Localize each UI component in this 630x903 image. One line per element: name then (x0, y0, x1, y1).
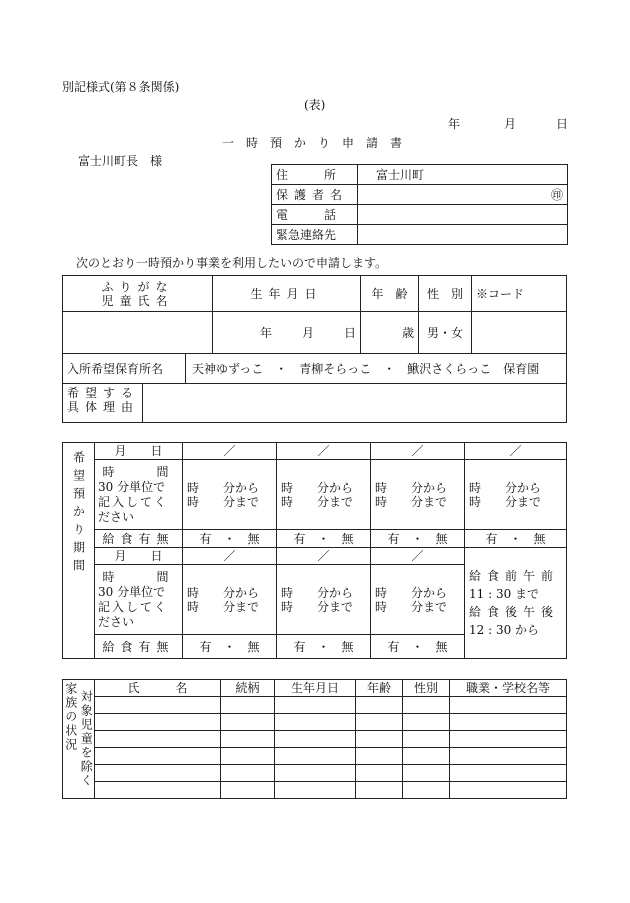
meal-options: 有 ・ 無 (199, 639, 260, 654)
reason-row (63, 384, 567, 423)
family-row (63, 714, 567, 731)
date-field-2a[interactable] (183, 548, 277, 565)
period-vertical-label: 希望預かり期間 (71, 450, 86, 577)
family-name-cell[interactable] (95, 765, 221, 782)
meal-field-2a[interactable] (183, 635, 277, 659)
date-sep: ／ (223, 444, 236, 458)
furigana-label: ふりがな (101, 279, 174, 294)
time-field-2b[interactable] (277, 565, 371, 635)
family-row (63, 748, 567, 765)
family-sex-cell[interactable] (403, 714, 450, 731)
sex-options: 男・女 (427, 325, 464, 340)
col-relation-header: 続柄 (221, 680, 275, 697)
emergency-field[interactable] (358, 225, 568, 245)
date-field-1b[interactable] (277, 443, 371, 460)
age-field[interactable] (361, 312, 419, 354)
family-vertical-cell (63, 680, 95, 799)
dob-year-label: 年 (259, 325, 272, 340)
time-to: 時 分まで (375, 599, 448, 614)
child-table (62, 275, 567, 423)
time-to: 時 分まで (375, 494, 448, 509)
date-field-2b[interactable] (277, 548, 371, 565)
family-sex-cell[interactable] (403, 782, 450, 799)
meal-options: 有 ・ 無 (293, 531, 354, 546)
address-value: 富士川町 (376, 167, 425, 182)
note-line4: 12 : 30 から (469, 623, 540, 637)
family-relation-cell[interactable] (221, 782, 275, 799)
family-name-cell[interactable] (95, 714, 221, 731)
date-field-1c[interactable] (371, 443, 465, 460)
meal-field-1b[interactable] (277, 530, 371, 548)
family-dob-cell[interactable] (275, 731, 356, 748)
family-table (62, 679, 567, 799)
family-dob-cell[interactable] (275, 782, 356, 799)
code-field[interactable] (472, 312, 567, 354)
family-name-cell[interactable] (95, 748, 221, 765)
time-from: 時 分から (469, 480, 542, 495)
time-field-1a[interactable] (183, 460, 277, 530)
time-label-line2: 30 分単位で (98, 584, 166, 599)
family-age-cell[interactable] (356, 782, 403, 799)
family-name-cell[interactable] (95, 697, 221, 714)
time-label-line3: 記入してく (98, 599, 169, 614)
period-vertical-cell (63, 443, 95, 659)
family-relation-cell[interactable] (221, 697, 275, 714)
date-field-1d[interactable] (465, 443, 567, 460)
date-sep: ／ (411, 549, 424, 563)
time-field-1b[interactable] (277, 460, 371, 530)
family-job-cell[interactable] (450, 765, 567, 782)
facility-label: 入所希望保育所名 (63, 354, 186, 384)
family-sex-cell[interactable] (403, 765, 450, 782)
time-field-2a[interactable] (183, 565, 277, 635)
time-label-2 (95, 565, 183, 635)
family-relation-cell[interactable] (221, 748, 275, 765)
dob-day-label: 日 (344, 325, 357, 340)
address-field[interactable] (358, 165, 568, 185)
date-field-1a[interactable] (183, 443, 277, 460)
reason-label-line1: 希望する (67, 386, 140, 400)
family-age-cell[interactable] (356, 714, 403, 731)
time-to: 時 分まで (469, 494, 542, 509)
family-dob-cell[interactable] (275, 765, 356, 782)
meal-field-2c[interactable] (371, 635, 465, 659)
facility-options: 天神ゆずっこ ・ 青柳そらっこ ・ 鰍沢さくらっこ 保育園 (192, 361, 540, 376)
time-label-1 (95, 460, 183, 530)
date-label-1: 月 日 (95, 443, 183, 460)
time-from: 時 分から (281, 585, 354, 600)
family-row (63, 782, 567, 799)
col-job-header: 職業・学校名等 (450, 680, 567, 697)
address-label: 住 所 (272, 165, 358, 185)
family-sex-cell[interactable] (403, 697, 450, 714)
meal-time-note (465, 548, 567, 659)
family-row (63, 765, 567, 782)
form-side-label: (表) (304, 98, 326, 112)
age-unit-label: 歳 (402, 325, 415, 340)
date-year-label: 年 (448, 117, 461, 131)
col-age-header: 年齢 (356, 680, 403, 697)
age-label: 年 齢 (361, 276, 419, 312)
time-label-line4: ださい (98, 509, 135, 524)
family-dob-cell[interactable] (275, 697, 356, 714)
family-job-cell[interactable] (450, 697, 567, 714)
family-label-a: 対象児童を除く (79, 690, 94, 788)
code-label: ※コード (472, 276, 567, 312)
col-sex-header: 性別 (403, 680, 450, 697)
family-relation-cell[interactable] (221, 765, 275, 782)
family-job-cell[interactable] (450, 782, 567, 799)
family-relation-cell[interactable] (221, 714, 275, 731)
family-dob-cell[interactable] (275, 714, 356, 731)
family-job-cell[interactable] (450, 731, 567, 748)
date-day-label: 日 (556, 117, 569, 131)
date-sep: ／ (317, 549, 330, 563)
guardian-label: 保護者名 (272, 185, 358, 205)
meal-field-1c[interactable] (371, 530, 465, 548)
meal-options: 有 ・ 無 (485, 531, 546, 546)
period-table (62, 442, 567, 659)
note-line1: 給食前午前 (469, 569, 560, 583)
date-month-label: 月 (504, 117, 517, 131)
page-title: 一 時 預 か り 申 請 書 (222, 136, 403, 150)
date-sep: ／ (411, 444, 424, 458)
time-label-line1: 時 間 (102, 464, 175, 479)
sex-field[interactable] (419, 312, 472, 354)
sex-label: 性 別 (419, 276, 472, 312)
family-job-cell[interactable] (450, 748, 567, 765)
child-name-field[interactable] (63, 312, 213, 354)
family-row (63, 731, 567, 748)
family-age-cell[interactable] (356, 765, 403, 782)
time-from: 時 分から (375, 480, 448, 495)
reason-label (63, 384, 143, 422)
child-name-label: 児童氏名 (101, 293, 174, 308)
time-field-1d[interactable] (465, 460, 567, 530)
applicant-table (271, 164, 568, 245)
note-line2: 11 : 30 まで (469, 587, 540, 601)
time-to: 時 分まで (281, 494, 354, 509)
time-from: 時 分から (281, 480, 354, 495)
date-sep: ／ (223, 549, 236, 563)
col-name-header: 氏 名 (95, 680, 221, 697)
reason-label-line2: 具体理由 (67, 400, 140, 414)
meal-label-1: 給食有無 (95, 530, 183, 548)
time-to: 時 分まで (281, 599, 354, 614)
time-label-line4: ださい (98, 614, 135, 629)
form-label: 別記様式(第８条関係) (62, 80, 180, 94)
family-job-cell[interactable] (450, 714, 567, 731)
family-row (63, 697, 567, 714)
family-age-cell[interactable] (356, 731, 403, 748)
intro-text: 次のとおり一時預かり事業を利用したいので申請します。 (76, 256, 388, 270)
meal-options: 有 ・ 無 (293, 639, 354, 654)
time-field-1c[interactable] (371, 460, 465, 530)
meal-options: 有 ・ 無 (387, 531, 448, 546)
time-to: 時 分まで (187, 494, 260, 509)
family-sex-cell[interactable] (403, 748, 450, 765)
dob-label: 生年月日 (213, 276, 361, 312)
time-from: 時 分から (187, 585, 260, 600)
note-line3: 給食後午後 (469, 605, 560, 619)
family-sex-cell[interactable] (403, 731, 450, 748)
family-age-cell[interactable] (356, 697, 403, 714)
meal-field-2b[interactable] (277, 635, 371, 659)
meal-field-1d[interactable] (465, 530, 567, 548)
phone-label: 電 話 (272, 205, 358, 225)
family-relation-cell[interactable] (221, 731, 275, 748)
addressee: 富士川町長 様 (78, 154, 163, 168)
meal-options: 有 ・ 無 (199, 531, 260, 546)
emergency-label: 緊急連絡先 (272, 225, 358, 245)
facility-field[interactable] (186, 354, 567, 384)
time-field-2c[interactable] (371, 565, 465, 635)
dob-month-label: 月 (301, 325, 314, 340)
family-dob-cell[interactable] (275, 748, 356, 765)
col-dob-header: 生年月日 (275, 680, 356, 697)
date-sep: ／ (509, 444, 522, 458)
family-label-b: 家族の状況 (63, 682, 78, 752)
phone-field[interactable] (358, 205, 568, 225)
time-from: 時 分から (187, 480, 260, 495)
date-label-2: 月 日 (95, 548, 183, 565)
time-label-line2: 30 分単位で (98, 479, 166, 494)
date-field-2c[interactable] (371, 548, 465, 565)
meal-field-1a[interactable] (183, 530, 277, 548)
time-label-line3: 記入してく (98, 494, 169, 509)
meal-options: 有 ・ 無 (387, 639, 448, 654)
family-name-cell[interactable] (95, 731, 221, 748)
family-name-cell[interactable] (95, 782, 221, 799)
time-to: 時 分まで (187, 599, 260, 614)
meal-label-2: 給食有無 (95, 635, 183, 659)
time-from: 時 分から (375, 585, 448, 600)
dob-field[interactable] (213, 312, 361, 354)
date-sep: ／ (317, 444, 330, 458)
family-age-cell[interactable] (356, 748, 403, 765)
time-label-line1: 時 間 (102, 569, 175, 584)
seal-mark: ㊞ (550, 187, 563, 202)
child-name-header (63, 276, 213, 312)
reason-field[interactable] (143, 384, 566, 422)
guardian-field[interactable] (358, 185, 568, 205)
